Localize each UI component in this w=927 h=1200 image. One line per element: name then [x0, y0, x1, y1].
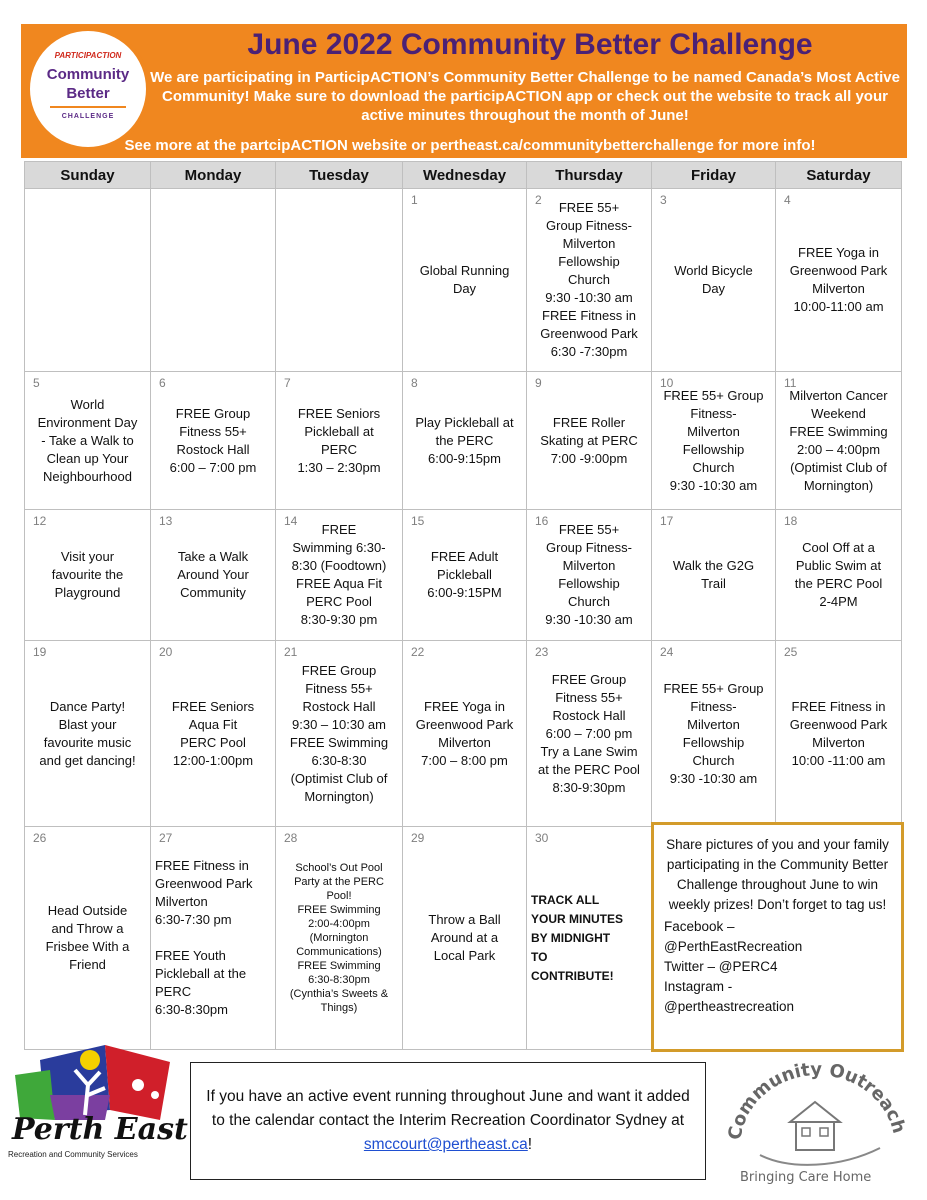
event-line: Fitness-: [690, 698, 737, 714]
calendar-day-cell: [776, 189, 902, 372]
event-line: PERC: [155, 984, 192, 999]
weekday-tuesday: Tuesday: [276, 162, 403, 189]
outreach-title: Community Outreach: [724, 1060, 910, 1142]
day-events: [155, 827, 271, 1049]
calendar-day-cell: [527, 510, 652, 641]
calendar-day-cell: [652, 510, 776, 641]
event-line: Milverton: [562, 558, 616, 573]
calendar-day-cell: [276, 641, 403, 827]
event-line: 9:30 -10:30 am: [669, 770, 758, 786]
calendar-day-cell: [276, 827, 403, 1050]
day-number: 5: [33, 376, 40, 390]
day-events: [780, 641, 897, 826]
event-line: YOUR MINUTES: [531, 911, 624, 926]
day-number: 6: [159, 376, 166, 390]
event-line: (Mornington: [309, 932, 369, 944]
day-number: 15: [411, 514, 425, 528]
event-line: Mornington): [304, 788, 374, 804]
weekday-header-row: [25, 162, 902, 189]
event-line: FREE 55+ Group: [663, 387, 764, 403]
event-line: 6:00-9:15PM: [427, 585, 502, 600]
event-line: 6:30-7:30 pm: [155, 912, 232, 927]
event-line: Milverton: [438, 734, 491, 750]
badge-line-2: Better: [66, 85, 110, 102]
event-line: FREE 55+: [558, 200, 620, 215]
event-line: Blast your: [58, 716, 117, 732]
event-line: BY MIDNIGHT: [531, 930, 611, 945]
event-line: Milverton: [687, 423, 740, 439]
event-line: Trail: [701, 576, 726, 591]
day-number: 13: [159, 514, 173, 528]
day-number: 12: [33, 514, 47, 528]
event-line: Fitness-: [690, 405, 737, 421]
event-line: Milverton: [155, 894, 208, 909]
event-line: Rostock Hall: [176, 441, 250, 457]
community-better-challenge-logo: [26, 27, 150, 151]
event-line: Day: [452, 281, 477, 296]
weekday-thursday: Thursday: [527, 162, 652, 189]
calendar-week-row: [25, 189, 902, 372]
day-events: [780, 189, 897, 371]
event-line: the PERC: [435, 432, 494, 448]
weekday-friday: Friday: [652, 162, 776, 189]
event-line: FREE Seniors: [171, 698, 255, 714]
event-line: Local Park: [433, 948, 496, 963]
calendar-day-cell: [403, 189, 527, 372]
event-line: Around Your: [177, 567, 249, 582]
event-line: Milverton: [812, 281, 865, 296]
day-number: 26: [33, 831, 47, 845]
event-line: 7:00 – 8:00 pm: [421, 752, 508, 768]
event-line: Friend: [69, 957, 106, 972]
event-line: Greenwood Park: [415, 716, 514, 732]
instagram-handle: @pertheastrecreation: [664, 999, 795, 1014]
event-line: Church: [568, 272, 610, 287]
event-line: Global Running: [419, 263, 510, 278]
day-number: 17: [660, 514, 674, 528]
event-line: (Optimist Club of: [290, 770, 388, 786]
event-line: FREE Adult: [430, 549, 499, 564]
event-line: FREE Fitness in: [542, 308, 636, 323]
event-line: Fellowship: [682, 734, 745, 750]
day-number: 10: [660, 376, 674, 390]
event-line: - Take a Walk to: [41, 432, 134, 448]
event-line: 9:30 – 10:30 am: [292, 716, 386, 732]
event-line: Church: [568, 594, 610, 609]
event-line: Aqua Fit: [188, 716, 238, 732]
event-line: PERC Pool: [180, 734, 246, 750]
weekday-wednesday: Wednesday: [403, 162, 527, 189]
event-line: Greenwood Park: [789, 716, 888, 732]
event-line: Milverton: [562, 236, 616, 251]
event-line: and Throw a: [51, 921, 124, 936]
day-events: [407, 510, 522, 640]
event-line: Swimming 6:30-: [292, 540, 386, 555]
calendar-day-cell: [652, 189, 776, 372]
day-number: 14: [284, 514, 298, 528]
day-number: 7: [284, 376, 291, 390]
perth-east-wordmark: Perth East: [12, 1112, 188, 1147]
event-line: at the PERC Pool: [538, 761, 640, 777]
badge-line-3: CHALLENGE: [61, 113, 115, 120]
event-line: Frisbee With a: [45, 939, 130, 954]
event-line: TO: [531, 949, 548, 964]
event-line: 9:30 -10:30 am: [545, 612, 633, 627]
event-line: the PERC Pool: [794, 576, 883, 591]
weekday-saturday: Saturday: [776, 162, 902, 189]
calendar-day-cell: [151, 827, 276, 1050]
event-line: FREE Youth: [155, 948, 226, 963]
event-line: 6:30 -7:30pm: [550, 344, 628, 359]
event-line: Around at a: [430, 930, 499, 945]
event-line: Group Fitness-: [546, 540, 632, 555]
event-line: (Optimist Club of: [790, 459, 887, 475]
event-line: 12:00-1:00pm: [172, 752, 254, 768]
day-events: [407, 372, 522, 509]
event-line: Milverton: [687, 716, 740, 732]
event-line: Head Outside: [47, 903, 128, 918]
event-line: favourite music: [43, 734, 132, 750]
event-line: FREE Seniors: [297, 405, 381, 421]
event-line: Fitness 55+: [305, 680, 373, 696]
badge-line-1: Community: [46, 66, 130, 83]
weekday-sunday: Sunday: [25, 162, 151, 189]
day-number: 21: [284, 645, 298, 659]
calendar-week-row: [25, 510, 902, 641]
event-line: Fitness 55+: [555, 689, 623, 705]
event-line: PERC Pool: [306, 594, 372, 609]
calendar-day-cell: [527, 641, 652, 827]
see-more-text: See more at the partcipACTION website or pertheast.ca/communitybetterchallenge for more info!: [124, 137, 816, 154]
event-line: [155, 929, 159, 947]
event-line: Milverton: [812, 734, 865, 750]
facebook-label: Facebook –: [664, 919, 735, 934]
event-line: Communications): [296, 946, 382, 958]
day-events: [407, 189, 522, 371]
event-line: 7:00 -9:00pm: [550, 450, 628, 466]
event-line: 8:30-9:30 pm: [300, 612, 378, 627]
event-line: Pickleball at the: [155, 966, 247, 981]
day-events: [280, 510, 398, 640]
event-line: 6:30-8:30pm: [155, 1002, 228, 1017]
event-line: 8:30 (Foodtown): [291, 558, 387, 573]
event-line: Things): [320, 1002, 358, 1014]
event-line: Cool Off at a: [802, 540, 875, 555]
day-events: [531, 510, 647, 640]
event-line: 9:30 -10:30 am: [545, 290, 633, 305]
event-line: FREE Swimming: [289, 734, 389, 750]
event-line: Pickleball: [437, 567, 492, 582]
event-line: TRACK ALL: [531, 892, 600, 907]
event-line: Mornington): [803, 477, 874, 493]
event-submission-notice: [190, 1062, 706, 1180]
day-events: [280, 641, 398, 826]
day-number: 27: [159, 831, 173, 845]
day-number: 1: [411, 193, 418, 207]
event-line: FREE Yoga in: [424, 698, 505, 714]
share-pictures-box: [651, 822, 904, 1052]
calendar-day-cell: [403, 827, 527, 1050]
event-line: Fellowship: [558, 576, 620, 591]
calendar-day-cell: [652, 641, 776, 827]
badge-divider: [50, 106, 126, 108]
event-line: FREE Swimming: [789, 423, 888, 439]
day-number: 8: [411, 376, 418, 390]
event-line: Neighbourhood: [43, 468, 132, 484]
event-line: 1:30 – 2:30pm: [297, 459, 381, 475]
day-number: 30: [535, 831, 549, 845]
day-events: [29, 510, 146, 640]
day-events: [780, 372, 897, 509]
day-events: [155, 372, 271, 509]
calendar-day-cell: [652, 372, 776, 510]
day-events: [155, 641, 271, 826]
event-line: Throw a Ball: [428, 912, 501, 927]
event-line: Pickleball at: [304, 423, 374, 439]
day-events: [407, 827, 522, 1049]
event-line: Greenwood Park: [540, 326, 638, 341]
event-line: FREE Aqua Fit: [296, 576, 382, 591]
badge-brand: PARTICIPACTION: [54, 51, 122, 60]
event-line: Fellowship: [682, 441, 745, 457]
coordinator-email-link[interactable]: smccourt@pertheast.ca: [363, 1136, 528, 1153]
event-line: 2-4PM: [819, 594, 858, 609]
event-line: PERC: [320, 441, 358, 457]
day-number: 28: [284, 831, 298, 845]
event-line: 6:00 – 7:00 pm: [545, 725, 633, 741]
calendar-day-cell: [151, 641, 276, 827]
event-line: Environment Day: [37, 414, 138, 430]
event-line: FREE Fitness in: [791, 698, 886, 714]
day-number: 20: [159, 645, 173, 659]
day-events: [280, 827, 398, 1049]
event-line: Church: [692, 459, 735, 475]
event-line: FREE Group: [551, 671, 627, 687]
event-line: Try a Lane Swim: [540, 743, 638, 759]
twitter-handle: Twitter – @PERC4: [664, 959, 778, 974]
day-events: [531, 641, 647, 826]
day-number: 16: [535, 514, 549, 528]
event-line: Visit your: [60, 549, 115, 564]
event-line: School’s Out Pool: [295, 862, 383, 874]
calendar-day-cell: [776, 641, 902, 827]
event-line: Dance Party!: [49, 698, 126, 714]
event-line: FREE Group: [175, 405, 251, 421]
calendar-day-cell: [276, 189, 403, 372]
day-events: [29, 827, 146, 1049]
event-line: FREE Swimming: [297, 904, 381, 916]
event-line: (Cynthia’s Sweets &: [289, 988, 389, 1000]
perth-east-subtitle: Recreation and Community Services: [8, 1150, 138, 1159]
weekday-monday: Monday: [151, 162, 276, 189]
day-events: [531, 189, 647, 371]
day-number: 2: [535, 193, 542, 207]
calendar-day-cell: [151, 189, 276, 372]
notice-end: !: [527, 1136, 533, 1153]
day-number: 4: [784, 193, 791, 207]
calendar-day-cell: [25, 372, 151, 510]
day-events: [280, 372, 398, 509]
event-line: Rostock Hall: [302, 698, 376, 714]
event-line: 6:00-9:15pm: [428, 450, 501, 466]
event-line: Fitness 55+: [179, 423, 247, 439]
calendar-day-cell: [403, 510, 527, 641]
event-line: Clean up Your: [46, 450, 129, 466]
day-events: [155, 510, 271, 640]
day-events: [656, 189, 771, 371]
calendar-day-cell: [403, 372, 527, 510]
instagram-label: Instagram -: [664, 979, 733, 994]
event-line: Fellowship: [558, 254, 620, 269]
event-line: Pool!: [326, 890, 352, 902]
event-line: Milverton Cancer: [789, 387, 888, 403]
event-line: Public Swim at: [795, 558, 882, 573]
event-line: FREE: [321, 522, 357, 537]
event-line: FREE 55+: [558, 522, 620, 537]
day-events: [656, 372, 771, 509]
event-line: Weekend: [811, 405, 866, 421]
day-number: 3: [660, 193, 667, 207]
event-line: FREE 55+ Group: [663, 680, 764, 696]
event-line: Community: [180, 585, 246, 600]
event-line: Church: [692, 752, 735, 768]
event-line: 6:30-8:30pm: [308, 974, 370, 986]
day-number: 9: [535, 376, 542, 390]
share-message: Share pictures of you and your family participating in the Community Better Challenge throughout June to win weekly prizes! Don’t forget to tag us!: [666, 837, 889, 912]
event-line: 6:30-8:30: [311, 752, 367, 768]
calendar-day-cell: [527, 372, 652, 510]
event-line: FREE Roller: [552, 414, 626, 430]
day-events: [407, 641, 522, 826]
calendar-day-cell: [25, 510, 151, 641]
event-line: and get dancing!: [39, 752, 136, 768]
event-line: Rostock Hall: [552, 707, 626, 723]
day-number: 22: [411, 645, 425, 659]
event-line: 9:30 -10:30 am: [669, 477, 758, 493]
calendar-day-cell: [151, 510, 276, 641]
calendar-day-cell: [25, 189, 151, 372]
calendar-day-cell: [527, 827, 652, 1050]
calendar-day-cell: [403, 641, 527, 827]
event-line: 6:00 – 7:00 pm: [169, 459, 257, 475]
day-events: [656, 510, 771, 640]
day-number: 29: [411, 831, 425, 845]
calendar-week-row: [25, 372, 902, 510]
calendar-day-cell: [776, 510, 902, 641]
event-line: 2:00 – 4:00pm: [796, 441, 881, 457]
event-line: Greenwood Park: [789, 263, 888, 278]
page-title: June 2022 Community Better Challenge: [247, 28, 813, 61]
event-line: Take a Walk: [177, 549, 249, 564]
event-line: 10:00-11:00 am: [793, 299, 884, 314]
facebook-handle: @PerthEastRecreation: [664, 939, 803, 954]
event-line: Greenwood Park: [155, 876, 253, 891]
day-number: 24: [660, 645, 674, 659]
calendar-day-cell: [151, 372, 276, 510]
event-line: Walk the G2G: [672, 558, 755, 573]
notice-text: If you have an active event running throughout June and want it added to the calendar contact the Interim Recreation Coordinator Sydney at: [206, 1088, 690, 1129]
calendar-day-cell: [276, 372, 403, 510]
day-events: [29, 641, 146, 826]
event-line: FREE Yoga in: [798, 245, 879, 260]
day-events: [656, 641, 771, 826]
event-line: CONTRIBUTE!: [531, 968, 614, 983]
intro-text: We are participating in ParticipACTION’s Community Better Challenge to be named Canada’s Most Active Community! Make sure to download the participACTION app or check out the website to track all your active minutes throughout the month of June!: [150, 69, 900, 124]
event-line: World Bicycle: [674, 263, 753, 278]
event-line: Play Pickleball at: [415, 414, 514, 430]
outreach-tagline: Bringing Care Home: [740, 1170, 872, 1185]
event-line: Group Fitness-: [546, 218, 632, 233]
event-line: FREE Group: [301, 662, 377, 678]
calendar-day-cell: [276, 510, 403, 641]
day-number: 23: [535, 645, 549, 659]
day-number: 18: [784, 514, 798, 528]
calendar-day-cell: [25, 641, 151, 827]
event-line: FREE Swimming: [297, 960, 381, 972]
event-line: FREE Fitness in: [155, 858, 249, 873]
event-line: 8:30-9:30pm: [552, 779, 626, 795]
day-events: [29, 372, 146, 509]
event-line: Playground: [54, 585, 121, 600]
calendar-day-cell: [527, 189, 652, 372]
day-events: [780, 510, 897, 640]
day-events: [531, 372, 647, 509]
calendar-day-cell: [776, 372, 902, 510]
day-number: 19: [33, 645, 47, 659]
day-number: 11: [784, 376, 797, 390]
day-number: 25: [784, 645, 798, 659]
event-line: World: [70, 396, 105, 412]
event-line: Day: [701, 281, 726, 296]
calendar-day-cell: [25, 827, 151, 1050]
event-line: favourite the: [51, 567, 124, 582]
event-line: Party at the PERC: [294, 876, 384, 888]
event-line: Skating at PERC: [540, 432, 638, 448]
event-line: 10:00 -11:00 am: [791, 752, 886, 768]
event-line: 2:00-4:00pm: [308, 918, 370, 930]
calendar-week-row: [25, 641, 902, 827]
day-events: [531, 827, 647, 1049]
